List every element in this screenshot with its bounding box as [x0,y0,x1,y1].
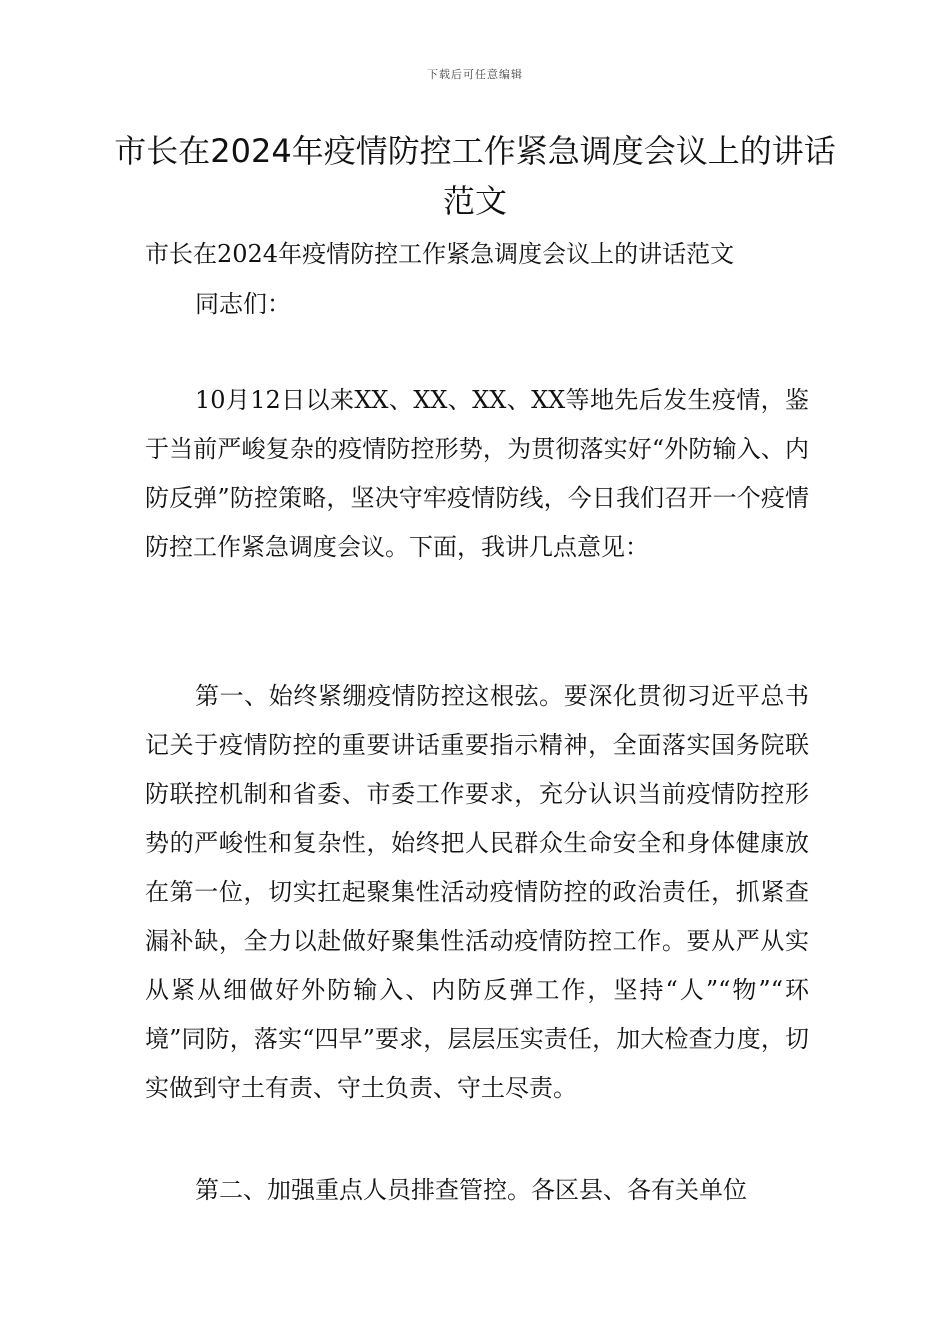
paragraph-second-point: 第二、加强重点人员排查管控。各区县、各有关单位 [195,1176,747,1204]
document-subtitle: 市长在2024年疫情防控工作紧急调度会议上的讲话范文 [145,240,735,268]
greeting: 同志们： [195,290,291,318]
paragraph-intro: 10月12日以来XX、XX、XX、XX等地先后发生疫情，鉴于当前严峻复杂的疫情防控形势，为贯彻落实好“外防输入、内防反弹”防控策略，坚决守牢疫情防线，今日我们召开一个疫情防控工作紧急调度会议。下面，我讲几点意见： [145,386,809,561]
header-note: 下载后可任意编辑 [427,68,523,81]
document-title: 市长在2024年疫情防控工作紧急调度会议上的讲话范文 [114,132,836,220]
paragraph-first-point: 第一、始终紧绷疫情防控这根弦。要深化贯彻习近平总书记关于疫情防控的重要讲话重要指示精神，全面落实国务院联防联控机制和省委、市委工作要求，充分认识当前疫情防控形势的严峻性和复杂性，始终把人民群众生命安全和身体健康放在第一位，切实扛起聚集性活动疫情防控的政治责任，抓紧查漏补缺，全力以赴做好聚集性活动疫情防控工作。要从严从实从紧从细做好外防输入、内防反弹工作，坚持“人”“物”“环境”同防，落实“四早”要求，层层压实责任，加大检查力度，切实做到守土有责、守土负责、守土尽责。 [145,682,809,1102]
